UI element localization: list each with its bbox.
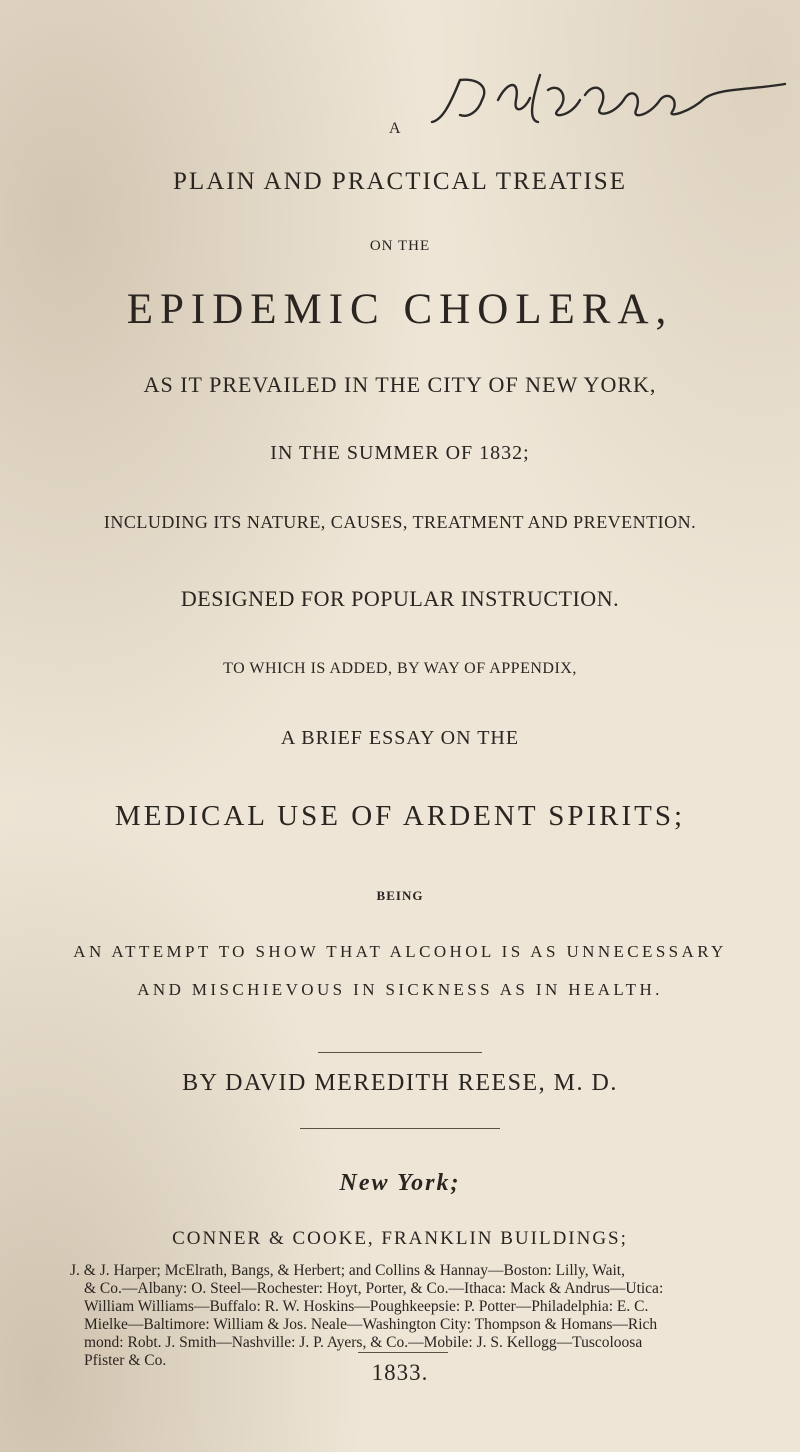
imprint-city: New York; [339, 1170, 461, 1196]
booksellers-line: Mielke—Baltimore: William & Jos. Neale—Washington City: Thompson & Homans—Rich [84, 1316, 658, 1333]
divider-rule [318, 1052, 482, 1053]
imprint-publisher: CONNER & COOKE, FRANKLIN BUILDINGS; [172, 1228, 628, 1249]
booksellers-line: J. & J. Harper; McElrath, Bangs, & Herbert; and Collins & Hannay—Boston: Lilly, Wait, [70, 1262, 625, 1279]
author-line: BY DAVID MEREDITH REESE, M. D. [182, 1070, 618, 1096]
signature-letter: A [389, 120, 402, 137]
title-line-on-the: ON THE [369, 238, 431, 254]
title-line-including: INCLUDING ITS NATURE, CAUSES, TREATMENT AND PREVENTION. [103, 512, 697, 532]
handwritten-signature [420, 60, 800, 140]
main-title: EPIDEMIC CHOLERA, [126, 286, 674, 333]
divider-rule [300, 1128, 500, 1129]
booksellers-line: mond: Robt. J. Smith—Nashville: J. P. Ayers, & Co.—Mobile: J. S. Kellogg—Tuscoloosa [84, 1334, 643, 1351]
title-line-brief-essay: A BRIEF ESSAY ON THE [280, 727, 520, 749]
booksellers-line: & Co.—Albany: O. Steel—Rochester: Hoyt, Porter, & Co.—Ithaca: Mack & Andrus—Utica: [84, 1280, 664, 1297]
title-line-being: BEING [376, 888, 424, 903]
booksellers-line: Pfister & Co. [84, 1352, 167, 1369]
publication-year: 1833. [371, 1360, 429, 1385]
title-line-treatise: PLAIN AND PRACTICAL TREATISE [173, 168, 627, 195]
title-line-designed: DESIGNED FOR POPULAR INSTRUCTION. [180, 586, 620, 611]
subtitle-medical-use: MEDICAL USE OF ARDENT SPIRITS; [114, 800, 686, 832]
title-line-mischievous: AND MISCHIEVOUS IN SICKNESS AS IN HEALTH. [137, 980, 663, 999]
divider-rule [358, 1352, 448, 1353]
title-line-summer: IN THE SUMMER OF 1832; [270, 442, 530, 464]
title-line-appendix: TO WHICH IS ADDED, BY WAY OF APPENDIX, [223, 660, 577, 677]
booksellers-list [70, 1262, 770, 1370]
title-line-prevailed: AS IT PREVAILED IN THE CITY OF NEW YORK, [143, 372, 657, 397]
booksellers-line: William Williams—Buffalo: R. W. Hoskins—Poughkeepsie: P. Potter—Philadelphia: E. C. [84, 1298, 649, 1315]
title-line-attempt: AN ATTEMPT TO SHOW THAT ALCOHOL IS AS UNNECESSARY [73, 942, 727, 961]
